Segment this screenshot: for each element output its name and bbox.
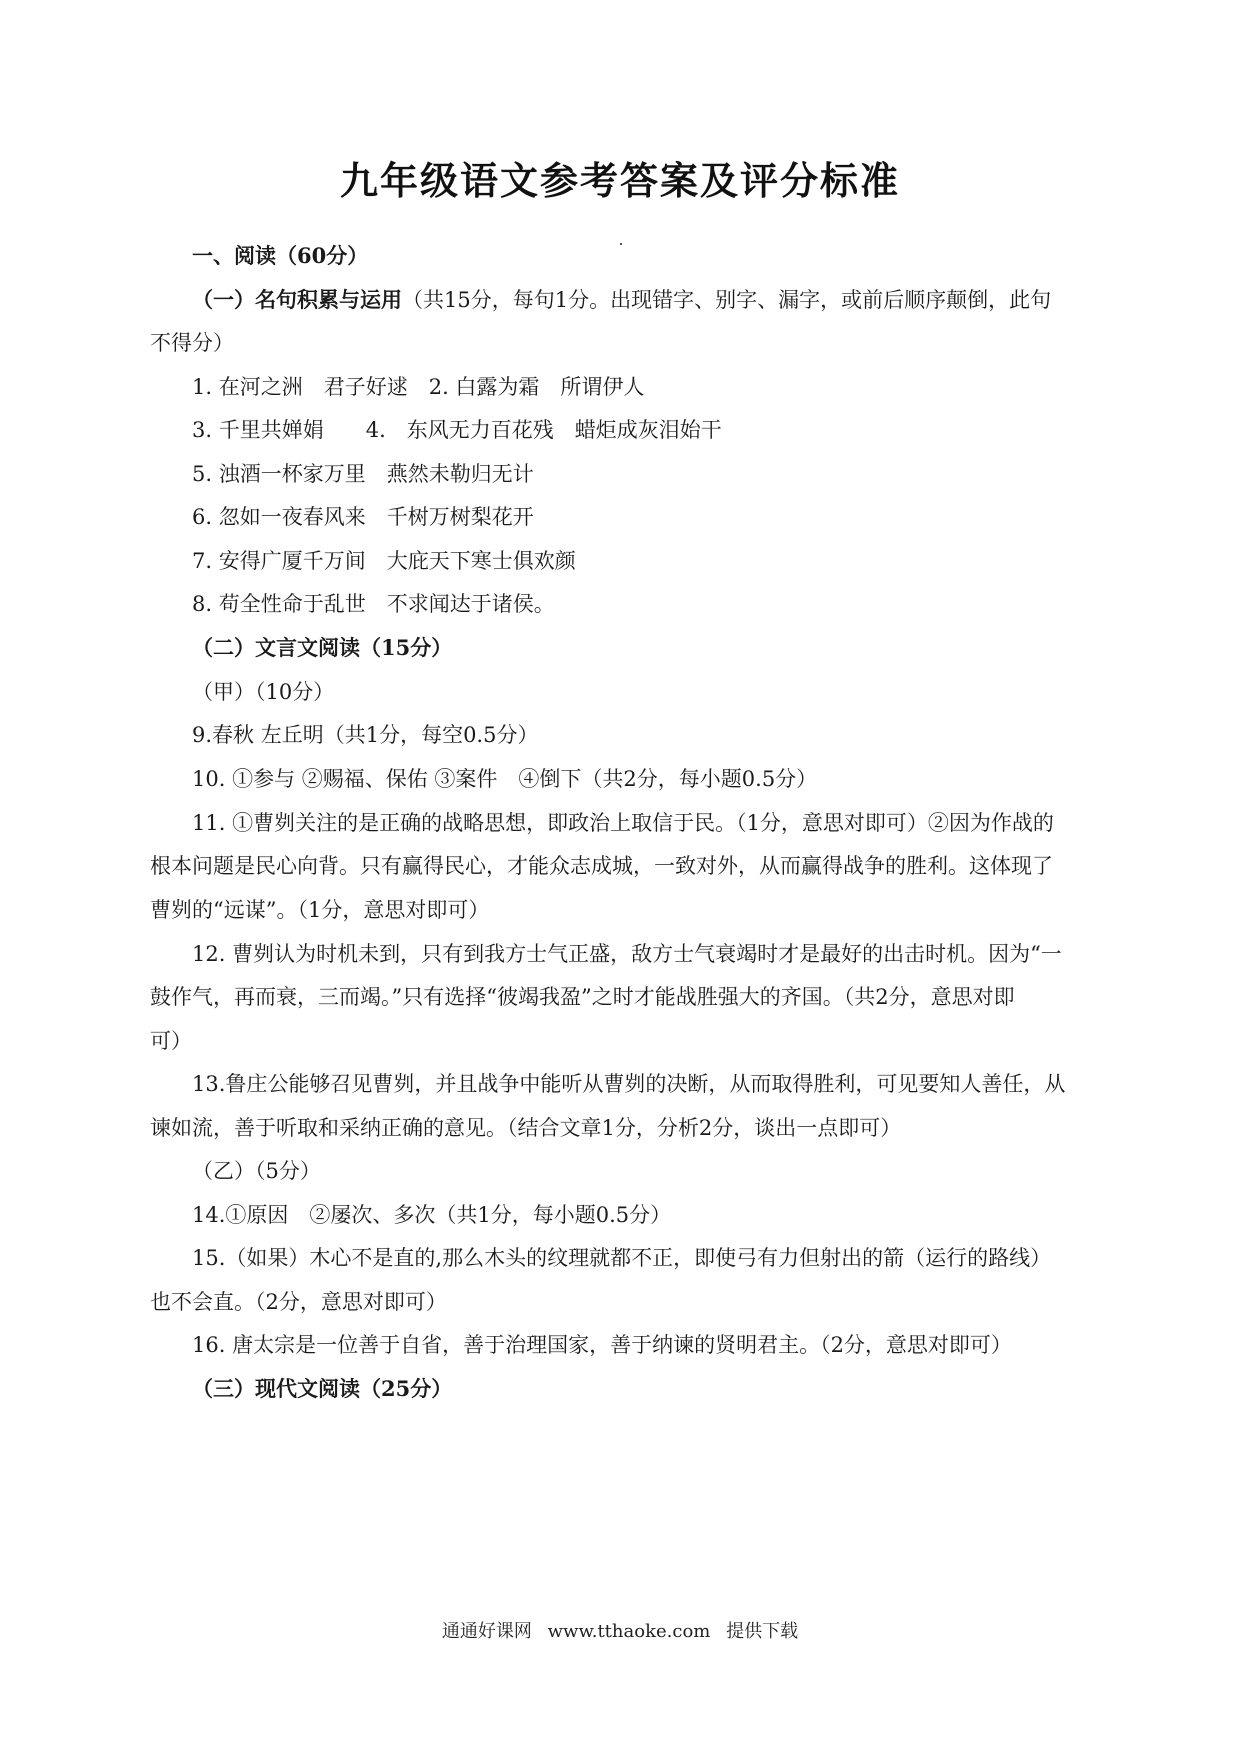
answer-item-6: 6. 忽如一夜春风来 千树万树梨花开	[192, 505, 534, 529]
footer-suffix: 提供下载	[726, 1621, 799, 1642]
part2-jia-label: （甲）（10分）	[192, 680, 335, 704]
answer-item-14: 14.①原因 ②屡次、多次（共1分，每小题0.5分）	[192, 1203, 672, 1227]
answer-item-5: 5. 浊酒一杯家万里 燕然未勒归无计	[192, 462, 534, 486]
answer-item-15-line2: 也不会直。（2分，意思对即可）	[150, 1290, 447, 1314]
answer-item-10: 10. ①参与 ②赐福、保佑 ③案件 ④倒下（共2分，每小题0.5分）	[192, 767, 818, 791]
part2-yi-label: （乙）（5分）	[192, 1159, 321, 1183]
answer-item-12-line3: 可）	[150, 1029, 192, 1053]
answer-item-12-line2: 鼓作气，再而衰，三而竭。”只有选择“彼竭我盈”之时才能战胜强大的齐国。（共2分，意思对即	[150, 985, 1015, 1009]
page-title: 九年级语文参考答案及评分标准	[339, 158, 900, 203]
answer-item-3-4: 3. 千里共婵娟 4. 东风无力百花残 蜡炬成灰泪始干	[192, 418, 722, 442]
answer-item-7: 7. 安得广厦千万间 大庇天下寒士俱欢颜	[192, 549, 576, 573]
answer-item-11-line3: 曹刿的“远谋”。（1分，意思对即可）	[150, 898, 490, 922]
answer-item-9: 9.春秋 左丘明（共1分，每空0.5分）	[192, 723, 539, 747]
answer-item-12-line1: 12. 曹刿认为时机未到，只有到我方士气正盛，敌方士气衰竭时才是最好的出击时机。因为“一	[192, 942, 1062, 966]
part2-heading: （二）文言文阅读（15分）	[192, 635, 453, 660]
footer-url: www.tthaoke.com	[547, 1621, 711, 1642]
answer-item-16: 16. 唐太宗是一位善于自省，善于治理国家，善于纳谏的贤明君主。（2分，意思对即可）	[192, 1333, 1012, 1357]
page-footer	[0, 1617, 1240, 1643]
part3-heading: （三）现代文阅读（25分）	[192, 1376, 453, 1401]
answer-item-13-line1: 13.鲁庄公能够召见曹刿，并且战争中能听从曹刿的决断，从而取得胜利，可见要知人善任，从	[192, 1072, 1066, 1096]
part1-heading-line	[192, 285, 1051, 315]
section-heading-reading: 一、阅读（60分）	[192, 243, 369, 268]
footer-site-name: 通通好课网	[441, 1621, 532, 1642]
answer-item-8: 8. 苟全性命于乱世 不求闻达于诸侯。	[192, 592, 555, 616]
scan-speck	[620, 243, 622, 245]
answer-item-15-line1: 15.（如果）木心不是直的,那么木头的纹理就都不正，即使弓有力但射出的箭（运行的路线）	[192, 1246, 1052, 1270]
answer-item-11-line2: 根本问题是民心向背。只有赢得民心，才能众志成城，一致对外，从而赢得战争的胜利。这体现了	[150, 854, 1053, 878]
answer-item-11-line1: 11. ①曹刿关注的是正确的战略思想，即政治上取信于民。（1分，意思对即可）②因为作战的	[192, 811, 1054, 835]
part1-heading: （一）名句积累与运用	[192, 287, 402, 312]
answer-item-13-line2: 谏如流，善于听取和采纳正确的意见。（结合文章1分，分析2分，谈出一点即可）	[150, 1116, 902, 1140]
answer-item-1-2: 1. 在河之洲 君子好逑 2. 白露为霜 所谓伊人	[192, 375, 645, 399]
part1-note-continued: 不得分）	[150, 331, 234, 355]
part1-note: （共15分，每句1分。出现错字、别字、漏字，或前后顺序颠倒，此句	[402, 288, 1052, 312]
